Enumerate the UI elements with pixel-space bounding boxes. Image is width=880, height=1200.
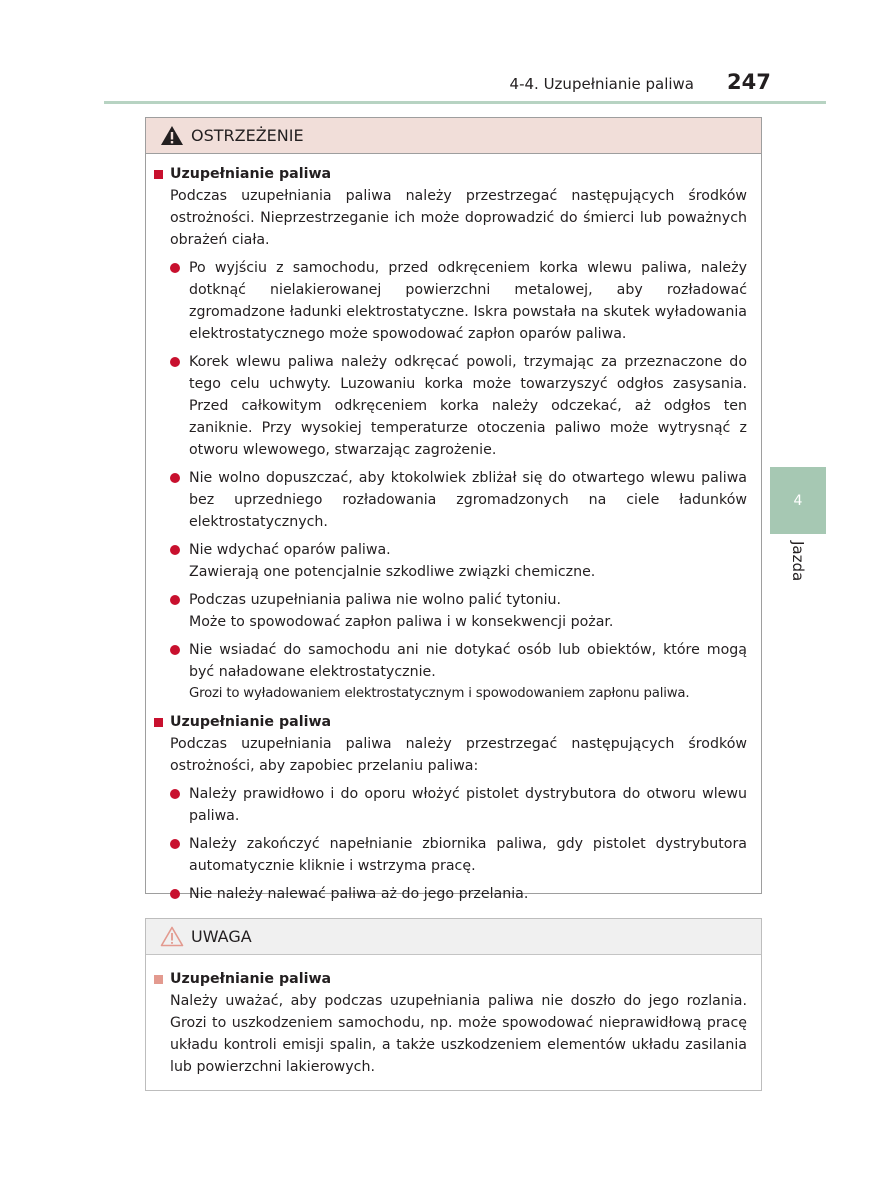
list-item xyxy=(154,589,747,633)
bullet-line: Grozi to wyładowaniem elektrostatycznym i spowodowaniem zapłonu paliwa. xyxy=(189,686,690,701)
red-dot-icon xyxy=(170,545,180,555)
red-dot-icon xyxy=(170,595,180,605)
red-square-icon xyxy=(154,718,163,727)
header-rule xyxy=(104,101,826,104)
warning-triangle-filled-icon xyxy=(160,125,184,146)
warning-section1-title xyxy=(154,163,747,185)
list-item xyxy=(154,783,747,827)
warning-section1-bullets xyxy=(154,257,747,705)
list-item xyxy=(154,351,747,461)
list-item xyxy=(154,639,747,705)
red-dot-icon xyxy=(170,839,180,849)
warning-section2-intro: Podczas uzupełniania paliwa należy przestrzegać następujących środków ostrożności, aby zapobiec przelaniu paliwa: xyxy=(170,736,747,774)
section-title-text: Uzupełnianie paliwa xyxy=(170,166,332,182)
warning-triangle-outline-icon xyxy=(160,926,184,947)
notice-box xyxy=(145,918,762,1091)
notice-heading: UWAGA xyxy=(191,927,252,946)
list-item xyxy=(154,467,747,533)
page-number: 247 xyxy=(727,70,771,94)
red-dot-icon xyxy=(170,645,180,655)
pink-square-icon xyxy=(154,975,163,984)
red-dot-icon xyxy=(170,357,180,367)
warning-header xyxy=(146,118,761,154)
bullet-text: Nie wolno dopuszczać, aby ktokolwiek zbliżał się do otwartego wlewu paliwa bez uprzedniego rozładowania zgromadzonych na ciele ładunków elektrostatycznych. xyxy=(189,470,747,530)
header-section-title: 4-4. Uzupełnianie paliwa xyxy=(509,75,694,93)
list-item xyxy=(154,883,747,905)
warning-heading: OSTRZEŻENIE xyxy=(191,126,304,145)
bullet-text: Po wyjściu z samochodu, przed odkręceniem korka wlewu paliwa, należy dotknąć nielakierowanej powierzchni metalowej, aby rozładować zgromadzone ładunki elektrostatyczne. Iskra powstała na skutek wyładowania elektrostatycznego może spowodować zapłon oparów paliwa. xyxy=(189,260,747,342)
side-tab-number: 4 xyxy=(793,492,803,509)
red-dot-icon xyxy=(170,263,180,273)
section-title-text: Uzupełnianie paliwa xyxy=(170,971,332,987)
notice-header xyxy=(146,919,761,955)
warning-section1-intro: Podczas uzupełniania paliwa należy przestrzegać następujących środków ostrożności. Nieprzestrzeganie ich może doprowadzić do śmierci lub poważnych obrażeń ciała. xyxy=(170,188,747,248)
bullet-line: Nie wdychać oparów paliwa. xyxy=(189,542,391,558)
bullet-text: Nie należy nalewać paliwa aż do jego przelania. xyxy=(189,886,529,902)
warning-section2-bullets xyxy=(154,783,747,905)
section-title-text: Uzupełnianie paliwa xyxy=(170,714,332,730)
warning-content xyxy=(146,154,761,905)
bullet-line: Może to spowodować zapłon paliwa i w konsekwencji pożar. xyxy=(189,614,614,630)
bullet-line: Zawierają one potencjalnie szkodliwe związki chemiczne. xyxy=(189,564,596,580)
warning-section2-title xyxy=(154,711,747,733)
bullet-text: Korek wlewu paliwa należy odkręcać powoli, trzymając za przeznaczone do tego celu uchwyty. Luzowaniu korka może towarzyszyć odgłos zasysania. Przed całkowitym odkręceniem korka należy odczekać, aż odgłos ten zaniknie. Przy wysokiej temperaturze otoczenia paliwo może wytrysnąć z otworu wlewowego, stwarzając zagrożenie. xyxy=(189,354,747,458)
bullet-line: Podczas uzupełniania paliwa nie wolno palić tytoniu. xyxy=(189,592,562,608)
red-dot-icon xyxy=(170,889,180,899)
bullet-text: Należy zakończyć napełnianie zbiornika paliwa, gdy pistolet dystrybutora automatycznie kliknie i wstrzyma pracę. xyxy=(189,836,747,874)
side-tab-label: Jazda xyxy=(789,541,807,582)
list-item xyxy=(154,833,747,877)
warning-box xyxy=(145,117,762,902)
red-dot-icon xyxy=(170,789,180,799)
bullet-text: Nie wsiadać do samochodu ani nie dotykać osób lub obiektów, które mogą być naładowane elektrostatycznie. xyxy=(189,642,747,680)
list-item xyxy=(154,539,747,583)
red-square-icon xyxy=(154,170,163,179)
bullet-text: Należy prawidłowo i do oporu włożyć pistolet dystrybutora do otworu wlewu paliwa. xyxy=(189,786,747,824)
red-dot-icon xyxy=(170,473,180,483)
list-item xyxy=(154,257,747,345)
side-tab xyxy=(770,467,826,534)
notice-section-text: Należy uważać, aby podczas uzupełniania paliwa nie doszło do jego rozlania. Grozi to uszkodzeniem samochodu, np. może spowodować nieprawidłową pracę układu kontroli emisji spalin, a także uszkodzeniem elementów układu zasilania lub powierzchni lakierowych. xyxy=(170,993,747,1075)
notice-content xyxy=(146,955,761,1078)
notice-section-title xyxy=(154,968,747,990)
